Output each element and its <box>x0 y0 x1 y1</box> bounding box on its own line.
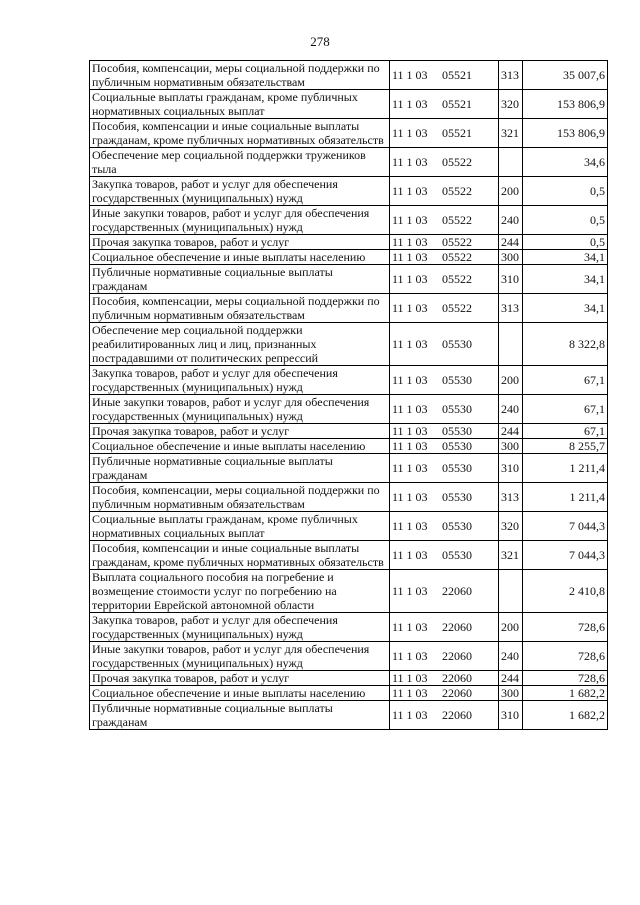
target-article-code <box>390 570 499 613</box>
table-row <box>90 512 608 541</box>
program-code: 11 1 03 <box>392 126 428 140</box>
budget-table-body <box>90 61 608 730</box>
program-code: 11 1 03 <box>392 184 428 198</box>
table-row <box>90 686 608 701</box>
program-code: 11 1 03 <box>392 548 428 562</box>
target-article-code <box>390 323 499 366</box>
article-code: 05522 <box>442 272 472 286</box>
expense-type-code: 200 <box>499 177 523 206</box>
table-row <box>90 177 608 206</box>
expense-name: Иные закупки товаров, работ и услуг для обеспечения государственных (муниципальных) нужд <box>90 206 390 235</box>
expense-type-code: 200 <box>499 366 523 395</box>
program-code: 11 1 03 <box>392 620 428 634</box>
expense-name: Пособия, компенсации и иные социальные выплаты гражданам, кроме публичных нормативных обязательств <box>90 119 390 148</box>
article-code: 05530 <box>442 490 472 504</box>
table-row <box>90 323 608 366</box>
expense-name: Пособия, компенсации, меры социальной поддержки по публичным нормативным обязательствам <box>90 294 390 323</box>
expense-name: Закупка товаров, работ и услуг для обеспечения государственных (муниципальных) нужд <box>90 366 390 395</box>
amount: 153 806,9 <box>523 119 608 148</box>
expense-type-code <box>499 570 523 613</box>
amount: 1 682,2 <box>523 701 608 730</box>
expense-type-code: 244 <box>499 671 523 686</box>
amount: 1 211,4 <box>523 483 608 512</box>
article-code: 05522 <box>442 155 472 169</box>
program-code: 11 1 03 <box>392 337 428 351</box>
article-code: 05521 <box>442 97 472 111</box>
table-row <box>90 483 608 512</box>
expense-type-code: 240 <box>499 395 523 424</box>
table-row <box>90 366 608 395</box>
expense-name: Социальные выплаты гражданам, кроме публичных нормативных социальных выплат <box>90 512 390 541</box>
table-row <box>90 671 608 686</box>
program-code: 11 1 03 <box>392 155 428 169</box>
program-code: 11 1 03 <box>392 519 428 533</box>
table-row <box>90 265 608 294</box>
article-code: 05530 <box>442 461 472 475</box>
table-row <box>90 642 608 671</box>
expense-type-code: 321 <box>499 119 523 148</box>
amount: 0,5 <box>523 177 608 206</box>
program-code: 11 1 03 <box>392 373 428 387</box>
target-article-code <box>390 294 499 323</box>
amount: 67,1 <box>523 366 608 395</box>
expense-name: Выплата социального пособия на погребение и возмещение стоимости услуг по погребению на территории Еврейской автономной области <box>90 570 390 613</box>
article-code: 05522 <box>442 301 472 315</box>
program-code: 11 1 03 <box>392 97 428 111</box>
target-article-code <box>390 119 499 148</box>
expense-type-code: 310 <box>499 265 523 294</box>
target-article-code <box>390 642 499 671</box>
expense-type-code: 310 <box>499 454 523 483</box>
amount: 728,6 <box>523 642 608 671</box>
amount: 34,1 <box>523 250 608 265</box>
expense-name: Пособия, компенсации, меры социальной поддержки по публичным нормативным обязательствам <box>90 483 390 512</box>
expense-name: Обеспечение мер социальной поддержки реабилитированных лиц и лиц, признанных пострадавшими от политических репрессий <box>90 323 390 366</box>
program-code: 11 1 03 <box>392 424 428 438</box>
article-code: 22060 <box>442 620 472 634</box>
expense-type-code: 200 <box>499 613 523 642</box>
amount: 0,5 <box>523 206 608 235</box>
expense-type-code: 310 <box>499 701 523 730</box>
program-code: 11 1 03 <box>392 68 428 82</box>
page-number: 278 <box>310 34 330 49</box>
article-code: 22060 <box>442 584 472 598</box>
expense-type-code: 320 <box>499 90 523 119</box>
article-code: 05530 <box>442 402 472 416</box>
amount: 8 255,7 <box>523 439 608 454</box>
expense-name: Социальные выплаты гражданам, кроме публичных нормативных социальных выплат <box>90 90 390 119</box>
article-code: 05530 <box>442 519 472 533</box>
table-row <box>90 250 608 265</box>
table-row <box>90 395 608 424</box>
table-row <box>90 701 608 730</box>
target-article-code <box>390 483 499 512</box>
target-article-code <box>390 250 499 265</box>
target-article-code <box>390 613 499 642</box>
expense-name: Закупка товаров, работ и услуг для обеспечения государственных (муниципальных) нужд <box>90 613 390 642</box>
target-article-code <box>390 454 499 483</box>
table-row <box>90 206 608 235</box>
program-code: 11 1 03 <box>392 272 428 286</box>
article-code: 05521 <box>442 126 472 140</box>
program-code: 11 1 03 <box>392 235 428 249</box>
program-code: 11 1 03 <box>392 649 428 663</box>
table-row <box>90 613 608 642</box>
article-code: 05530 <box>442 337 472 351</box>
expense-type-code: 313 <box>499 61 523 90</box>
amount: 153 806,9 <box>523 90 608 119</box>
table-row <box>90 119 608 148</box>
amount: 67,1 <box>523 424 608 439</box>
article-code: 05522 <box>442 250 472 264</box>
amount: 7 044,3 <box>523 541 608 570</box>
expense-name: Обеспечение мер социальной поддержки тружеников тыла <box>90 148 390 177</box>
program-code: 11 1 03 <box>392 584 428 598</box>
expense-type-code: 240 <box>499 642 523 671</box>
program-code: 11 1 03 <box>392 708 428 722</box>
table-row <box>90 235 608 250</box>
target-article-code <box>390 512 499 541</box>
program-code: 11 1 03 <box>392 686 428 700</box>
target-article-code <box>390 177 499 206</box>
amount: 728,6 <box>523 613 608 642</box>
table-row <box>90 90 608 119</box>
target-article-code <box>390 148 499 177</box>
program-code: 11 1 03 <box>392 301 428 315</box>
table-row <box>90 148 608 177</box>
table-row <box>90 294 608 323</box>
table-row <box>90 424 608 439</box>
expense-name: Пособия, компенсации и иные социальные выплаты гражданам, кроме публичных нормативных обязательств <box>90 541 390 570</box>
amount: 1 211,4 <box>523 454 608 483</box>
article-code: 22060 <box>442 671 472 685</box>
table-row <box>90 439 608 454</box>
amount: 7 044,3 <box>523 512 608 541</box>
expense-name: Прочая закупка товаров, работ и услуг <box>90 235 390 250</box>
expense-type-code: 300 <box>499 686 523 701</box>
article-code: 05522 <box>442 235 472 249</box>
amount: 8 322,8 <box>523 323 608 366</box>
expense-type-code: 244 <box>499 424 523 439</box>
target-article-code <box>390 206 499 235</box>
amount: 1 682,2 <box>523 686 608 701</box>
expense-name: Публичные нормативные социальные выплаты гражданам <box>90 701 390 730</box>
program-code: 11 1 03 <box>392 213 428 227</box>
table-row <box>90 570 608 613</box>
article-code: 05530 <box>442 548 472 562</box>
amount: 0,5 <box>523 235 608 250</box>
target-article-code <box>390 439 499 454</box>
amount: 35 007,6 <box>523 61 608 90</box>
table-row <box>90 454 608 483</box>
target-article-code <box>390 701 499 730</box>
article-code: 22060 <box>442 686 472 700</box>
amount: 34,1 <box>523 294 608 323</box>
expense-type-code: 240 <box>499 206 523 235</box>
expense-name: Социальное обеспечение и иные выплаты населению <box>90 686 390 701</box>
expense-name: Социальное обеспечение и иные выплаты населению <box>90 250 390 265</box>
expense-type-code: 321 <box>499 541 523 570</box>
expense-type-code: 313 <box>499 483 523 512</box>
expense-type-code <box>499 148 523 177</box>
target-article-code <box>390 265 499 294</box>
expense-type-code: 300 <box>499 439 523 454</box>
expense-type-code <box>499 323 523 366</box>
target-article-code <box>390 395 499 424</box>
expense-name: Прочая закупка товаров, работ и услуг <box>90 424 390 439</box>
budget-table <box>89 60 608 730</box>
target-article-code <box>390 61 499 90</box>
target-article-code <box>390 235 499 250</box>
expense-name: Публичные нормативные социальные выплаты гражданам <box>90 454 390 483</box>
target-article-code <box>390 366 499 395</box>
program-code: 11 1 03 <box>392 402 428 416</box>
amount: 34,6 <box>523 148 608 177</box>
expense-type-code: 244 <box>499 235 523 250</box>
article-code: 05522 <box>442 184 472 198</box>
expense-name: Иные закупки товаров, работ и услуг для обеспечения государственных (муниципальных) нужд <box>90 395 390 424</box>
expense-name: Публичные нормативные социальные выплаты гражданам <box>90 265 390 294</box>
article-code: 05521 <box>442 68 472 82</box>
amount: 34,1 <box>523 265 608 294</box>
table-row <box>90 541 608 570</box>
table-row <box>90 61 608 90</box>
expense-type-code: 313 <box>499 294 523 323</box>
expense-name: Иные закупки товаров, работ и услуг для обеспечения государственных (муниципальных) нужд <box>90 642 390 671</box>
article-code: 05530 <box>442 439 472 453</box>
article-code: 05522 <box>442 213 472 227</box>
article-code: 05530 <box>442 424 472 438</box>
program-code: 11 1 03 <box>392 439 428 453</box>
target-article-code <box>390 90 499 119</box>
expense-name: Прочая закупка товаров, работ и услуг <box>90 671 390 686</box>
expense-name: Закупка товаров, работ и услуг для обеспечения государственных (муниципальных) нужд <box>90 177 390 206</box>
program-code: 11 1 03 <box>392 671 428 685</box>
amount: 67,1 <box>523 395 608 424</box>
expense-name: Пособия, компенсации, меры социальной поддержки по публичным нормативным обязательствам <box>90 61 390 90</box>
expense-type-code: 300 <box>499 250 523 265</box>
target-article-code <box>390 541 499 570</box>
article-code: 22060 <box>442 708 472 722</box>
target-article-code <box>390 686 499 701</box>
program-code: 11 1 03 <box>392 461 428 475</box>
expense-name: Социальное обеспечение и иные выплаты населению <box>90 439 390 454</box>
target-article-code <box>390 671 499 686</box>
program-code: 11 1 03 <box>392 250 428 264</box>
article-code: 05530 <box>442 373 472 387</box>
article-code: 22060 <box>442 649 472 663</box>
target-article-code <box>390 424 499 439</box>
amount: 728,6 <box>523 671 608 686</box>
program-code: 11 1 03 <box>392 490 428 504</box>
expense-type-code: 320 <box>499 512 523 541</box>
amount: 2 410,8 <box>523 570 608 613</box>
